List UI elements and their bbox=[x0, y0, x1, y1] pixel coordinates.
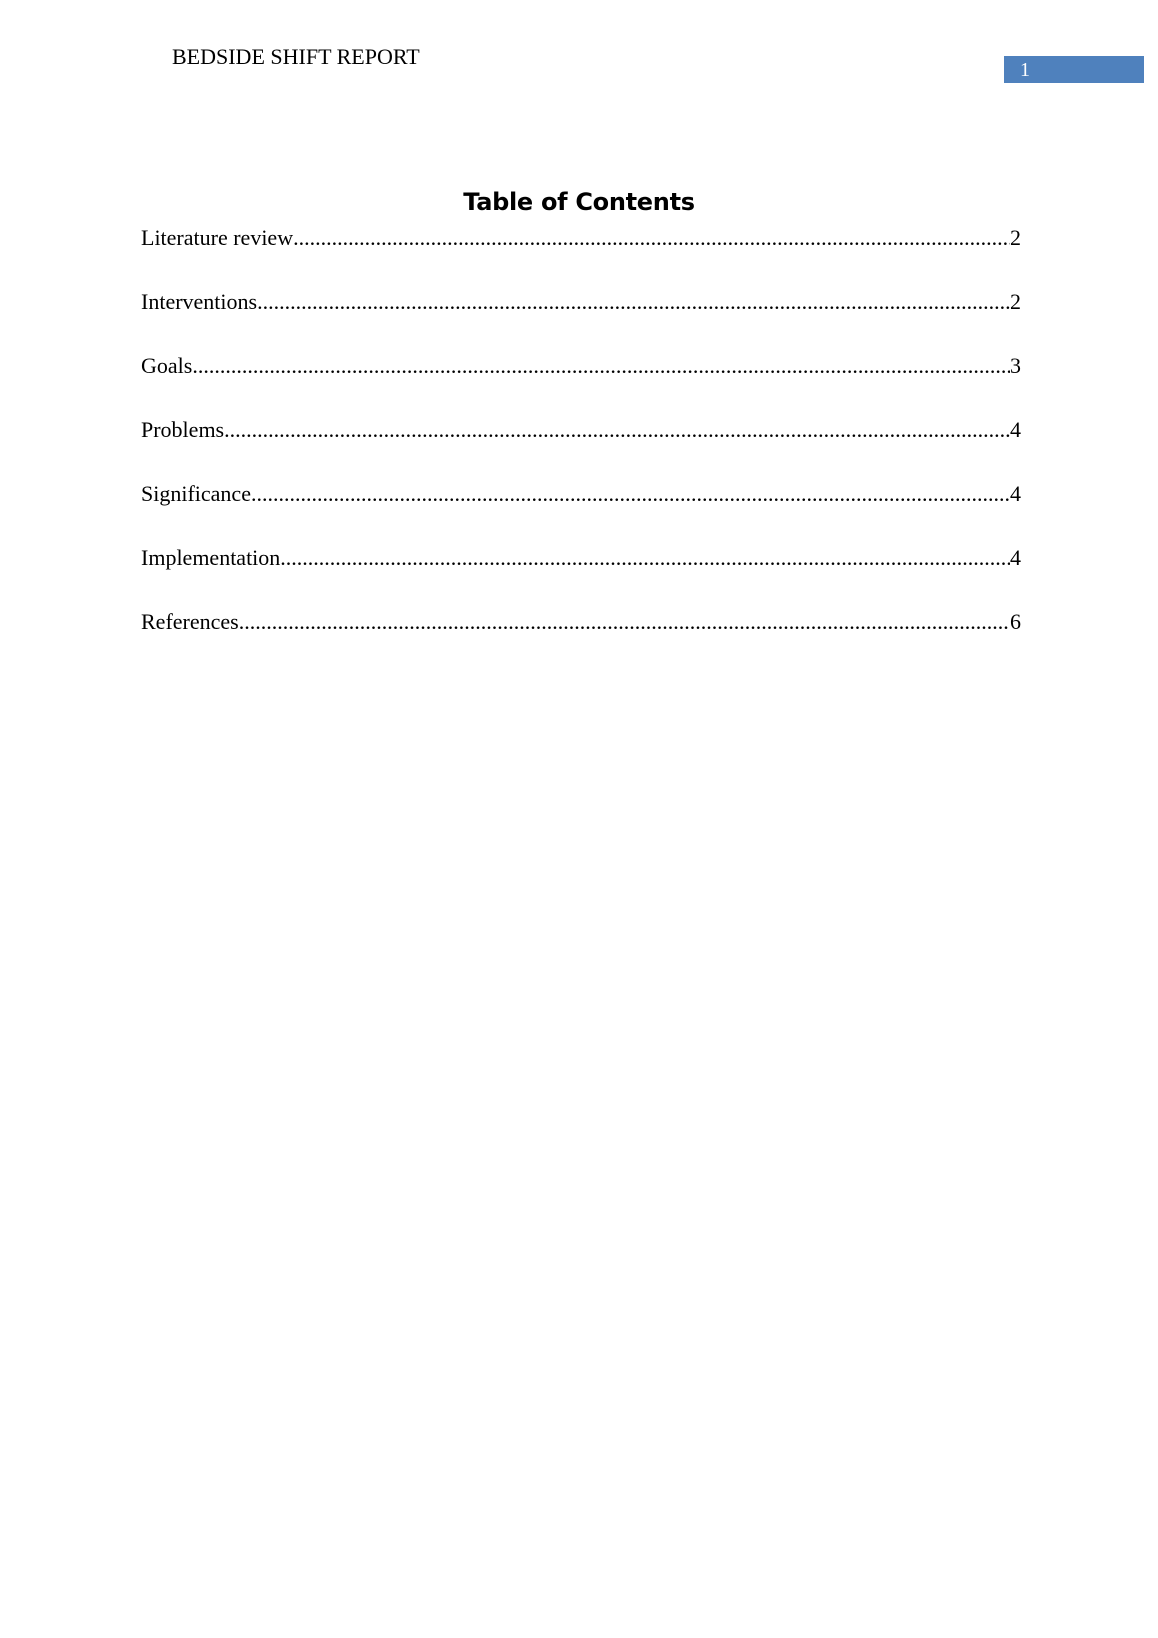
page-number-badge bbox=[1004, 56, 1144, 83]
toc-heading: Table of Contents bbox=[463, 188, 695, 216]
toc-entry-label: Significance bbox=[141, 481, 251, 506]
toc-entry-page: 4 bbox=[1010, 417, 1021, 442]
toc-entry-problems[interactable] bbox=[141, 416, 1021, 480]
toc-entry-goals[interactable] bbox=[141, 352, 1021, 416]
toc-dot-leader bbox=[257, 288, 1010, 316]
toc-entry-page: 2 bbox=[1010, 225, 1021, 250]
toc-entry-page: 2 bbox=[1010, 289, 1021, 314]
toc-dot-leader bbox=[280, 544, 1010, 572]
toc-entry-page: 6 bbox=[1010, 609, 1021, 634]
toc-entry-page: 4 bbox=[1010, 545, 1021, 570]
toc-entry-label: Goals bbox=[141, 353, 193, 378]
toc-entry-label: References bbox=[141, 609, 239, 634]
toc-dot-leader bbox=[251, 480, 1010, 508]
toc-entry-literature-review[interactable] bbox=[141, 224, 1021, 288]
toc-entry-page: 4 bbox=[1010, 481, 1021, 506]
toc-dot-leader bbox=[293, 224, 1010, 252]
toc-entry-page: 3 bbox=[1010, 353, 1021, 378]
toc-entry-label: Interventions bbox=[141, 289, 258, 314]
table-of-contents bbox=[141, 224, 1021, 672]
toc-entry-interventions[interactable] bbox=[141, 288, 1021, 352]
toc-entry-significance[interactable] bbox=[141, 480, 1021, 544]
toc-entry-references[interactable] bbox=[141, 608, 1021, 672]
page-number: 1 bbox=[1020, 59, 1030, 81]
running-header-title: BEDSIDE SHIFT REPORT bbox=[172, 44, 420, 69]
toc-dot-leader bbox=[239, 608, 1010, 636]
toc-dot-leader bbox=[224, 416, 1010, 444]
toc-entry-label: Implementation bbox=[141, 545, 281, 570]
toc-entry-implementation[interactable] bbox=[141, 544, 1021, 608]
toc-entry-label: Literature review bbox=[141, 225, 294, 250]
toc-entry-label: Problems bbox=[141, 417, 225, 442]
toc-dot-leader bbox=[192, 352, 1010, 380]
